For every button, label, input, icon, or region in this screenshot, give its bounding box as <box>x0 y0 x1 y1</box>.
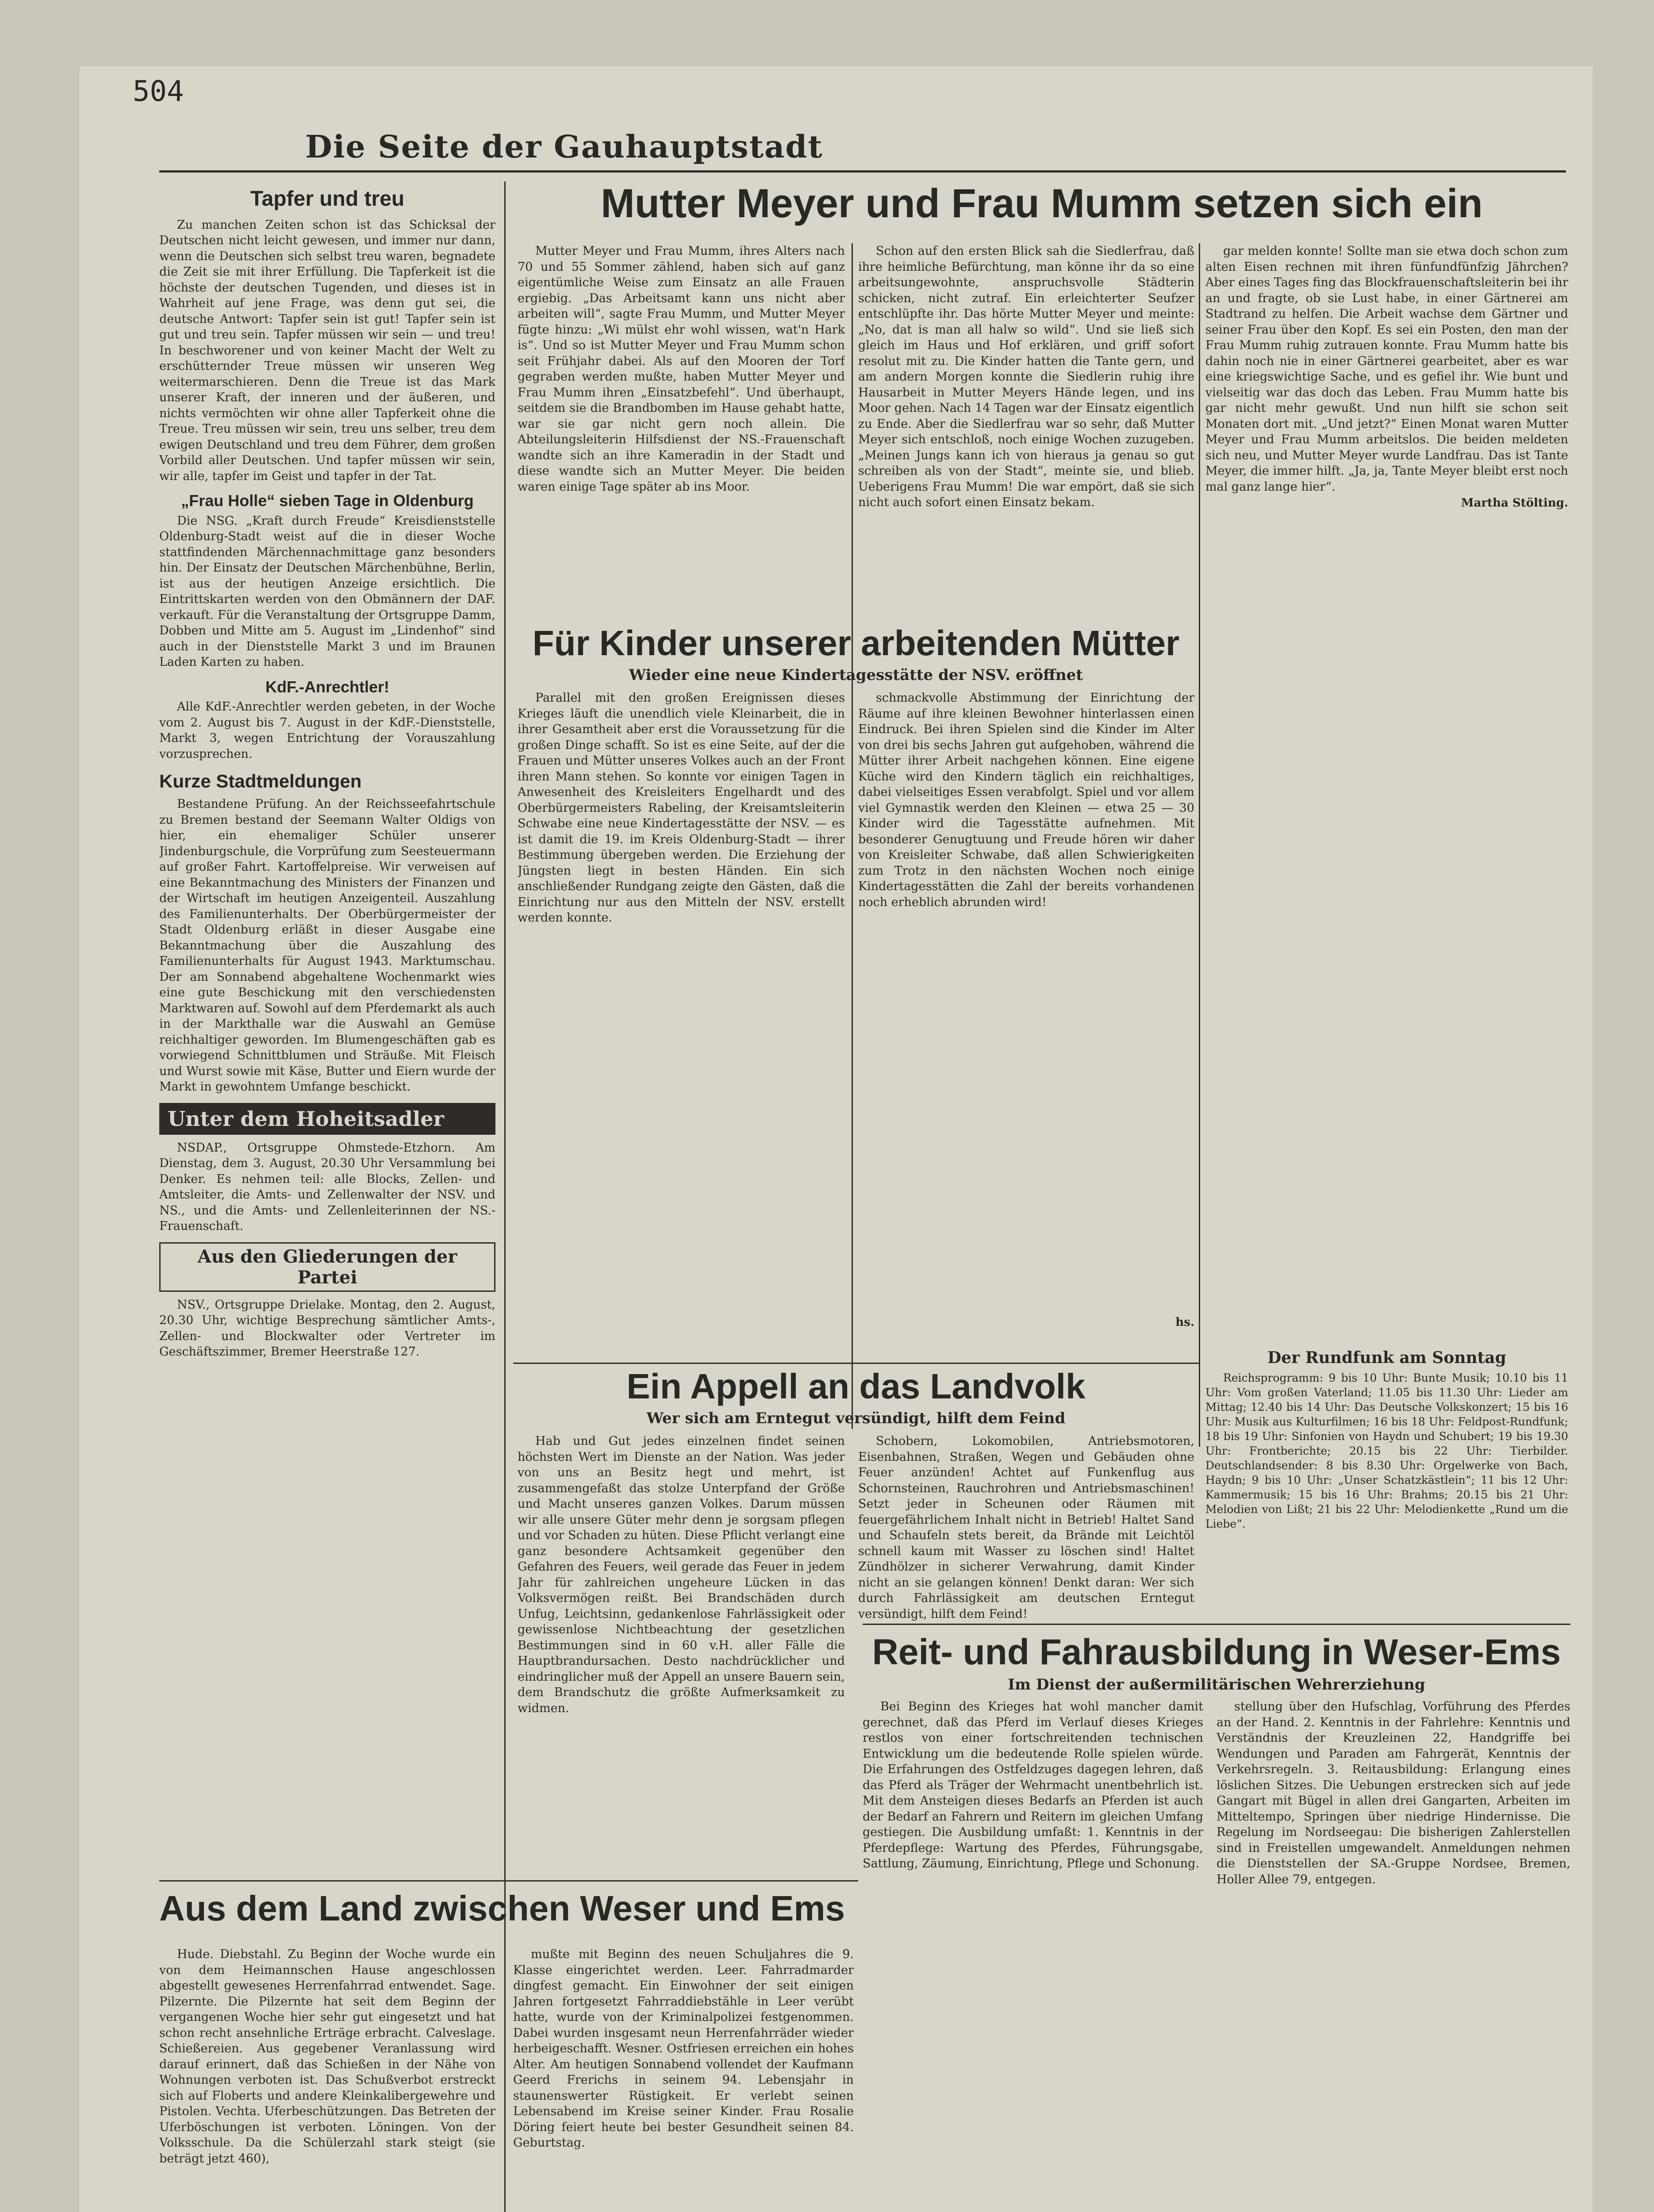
article-title: Der Rundfunk am Sonntag <box>1267 1349 1506 1367</box>
main-article-col-b <box>858 243 1194 686</box>
column-divider <box>1199 243 1200 1447</box>
body-paragraph: Hab und Gut jedes einzelnen findet seinen höchsten Wert im Dienste an der Nation. Was jeder von uns an Besitz hegt und mehrt, ist zusammengefaßt das stolze Unterpfand der Größe und Macht unseres ganzen Volkes. Darum müssen wir alle unsere Güter mehr denn je sorgsam pflegen und vor Schaden zu hüten. Diese Pflicht verlangt eine ganz besondere Achtsamkeit gegenüber den Gefahren des Feuers, weil gerade das Feuer in jedem Jahr für zahlreichen ungeheure Lücken in das Volksvermögen reißt. Bei Brandschäden durch Unfug, Leichtsinn, gedankenlose Fahrlässigkeit oder gewissenlose Nichtbeachtung der gesetzlichen Bestimmungen sind in 60 v.H. aller Fälle die Hauptbrandursachen. Desto nachdrücklicher und eindringlicher muß der Appell an unsere Bauern sein, dem Brandschutz die größte Aufmerksamkeit zu widmen. <box>518 1434 845 1715</box>
article-subtitle: Wieder eine neue Kindertagesstätte der NSV. eröffnet <box>629 666 1083 684</box>
body-paragraph: NSDAP., Ortsgruppe Ohmstede-Etzhorn. Am Dienstag, dem 3. August, 20.30 Uhr Versammlung bei Denker. Es nehmen teil: alle Blocks, Zellen- und Amtsleiter, die Amts- und Zellenwalter der NSV. und NS., und die Amts- und Zellenleiterinnen der NS.-Frauenschaft. <box>159 1141 495 1233</box>
article-body <box>159 217 495 484</box>
article-body <box>159 513 495 670</box>
header-rule <box>159 170 1566 173</box>
body-paragraph: Alle KdF.-Anrechtler werden gebeten, in der Woche vom 2. August bis 7. August in der KdF.-Dienststelle, Markt 3, wegen Entrichtung der Vorauszahlung vorzusprechen. <box>159 700 495 761</box>
body-paragraph: Mutter Meyer und Frau Mumm, ihres Alters nach 70 und 55 Sommer zählend, haben sich auf ganz eigentümliche Weise zum Einsatz an alle Frauen ergiebig. „Das Arbeitsamt kann uns nicht aber arbeiten will“, sagte Frau Mumm, und Mutter Meyer fügte hinzu: „Wi mülst ehr wohl wissen, wat'n Hark is“. Und so ist Mutter Meyer und Frau Mumm schon seit Frühjahr dabei. Als auf den Mooren der Torf gegraben werden mußte, haben Mutter Meyer und Frau Mumm ihren „Einsatzbefehl“. Und überhaupt, seitdem sie die Brandbomben im Hause gehabt hatte, war sie gar nicht gern noch allein. Die Abteilungsleiterin Hilfsdienst der NS.-Frauenschaft wandte sich an ihre Kameradin in der Stadt und diese wandte sich an Mutter Meyer. Die beiden waren einige Tage später ab ins Moor. <box>518 244 845 494</box>
body-paragraph: Die NSG. „Kraft durch Freude“ Kreisdienststelle Oldenburg-Stadt weist auf die in dieser Woche stattfindenden Märchennachmittage ganz besonders hin. Der Einsatz der Deutschen Märchenbühne, Berlin, ist aus der heutigen Anzeige ersichtlich. Die Eintrittskarten werden von den Obmännern der DAF. verkauft. Für die Veranstaltung der Ortsgruppe Damm, Dobben und Mitte am 5. August im „Lindenhof“ sind auch in der Dienststelle Markt 3 und im Braunen Laden Karten zu haben. <box>159 514 495 669</box>
article-column <box>1205 243 1568 495</box>
article-column <box>518 1433 845 1951</box>
body-paragraph: Parallel mit den großen Ereignissen dieses Krieges läuft die unendlich viele Kleinarbeit, die in ihrer Gesamtheit aber erst die Voraussetzung für die großen Dinge schafft. So ist es eine Seite, auf der die Frauen und Mütter unseres Volkes auch an der Front ihren Mann stehen. So konnte vor einigen Tagen in Anwesenheit des Kreisleiters Engelhardt und des Oberbürgermeisters Rabeling, der Kreisamtsleiterin Schwabe eine neue Kindertagesstätte der NSV. — es ist damit die 19. im Kreis Oldenburg-Stadt — ihrer Bestimmung übergeben werden. Die Erziehung der Jüngsten liegt in besten Händen. Ein sich anschließender Rundgang zeigte den Gästen, daß die Einrichtung nur aus den Mitteln der NSV. erstellt werden konnte. <box>518 691 845 925</box>
article-signature: hs. <box>1175 1316 1194 1329</box>
article-subtitle: Im Dienst der außermilitärischen Wehrerziehung <box>1008 1676 1425 1694</box>
article-body <box>159 699 495 762</box>
article-signature: Martha Stölting. <box>1461 496 1568 510</box>
article-column <box>513 1947 854 2212</box>
body-paragraph: Reichsprogramm: 9 bis 10 Uhr: Bunte Musik; 10.10 bis 11 Uhr: Vom großen Vaterland; 11.05 bis 11.30 Uhr: Lieder am Mittag; 12.40 bis 14 Uhr: Das Deutsche Volkskonzert; 15 bis 16 Uhr: Musik aus Kulturfilmen; 16 bis 18 Uhr: Feldpost-Rundfunk; 18 bis 19 Uhr: Sinfonien von Haydn und Schubert; 19 bis 19.30 Uhr: Frontberichte; 20.15 bis 22 Uhr: Tierbilder. Deutschlandsender: 8 bis 8.30 Uhr: Orgelwerke von Bach, Haydn; 9 bis 10 Uhr: „Unser Schatzkästlein“; 11 bis 12 Uhr: Kammermusik; 15 bis 16 Uhr: Brahms; 20.15 bis 21 Uhr: Melodien von Lißt; 21 bis 22 Uhr: Melodienkette „Rund um die Liebe“. <box>1205 1371 1568 1530</box>
body-paragraph: Bestandene Prüfung. An der Reichsseefahrtschule zu Bremen bestand der Seemann Walter Oldigs von hier, ein ehemaliger Schüler unserer Jindenburgschule, die Vorprüfung zum Seesteuermann auf großer Fahrt. Kartoffelpreise. Wir verweisen auf eine Bekanntmachung des Ministers der Finanzen und der Wirtschaft im heutigen Anzeigenteil. Auszahlung des Familienunterhalts. Der Oberbürgermeister der Stadt Oldenburg erläßt in dieser Ausgabe eine Bekanntmachung über die Auszahlung des Familienunterhalts für August 1943. Marktumschau. Der am Sonnabend abgehaltene Wochenmarkt wies eine gute Beschickung mit den verschiedensten Marktwaren auf. Sowohl auf dem Pferdemarkt als auch in der Markthalle war die Auswahl an Gemüse reichhaltiger geworden. Im Blumengeschäften gab es vorwiegend Schnittblumen und Sträuße. Mit Fleisch und Wurst sowie mit Käse, Butter und Eiern wurde der Markt in gewohntem Umfange beschickt. <box>159 797 495 1094</box>
body-paragraph: Schobern, Lokomobilen, Antriebsmotoren, Eisenbahnen, Straßen, Wegen und Gebäuden ohne Feuer anzünden! Achtet auf Funkenflug aus Schornsteinen, Rauchrohren und Antriebsmaschinen! Setzt jeder in Scheunen oder Räumen mit feuergefährlichem Inhalt nicht in Betrieb! Haltet Sand und Schaufeln stets bereit, da Brände mit Leichtöl schnell kaum mit Wasser zu löschen sind! Haltet Zündhölzer in sicherer Verwahrung, damit Kinder nicht an sie gelangen können! Denkt daran: Wer sich durch Fahrlässigkeit am deutschen Erntegut versündigt, hilft dem Feind! <box>858 1434 1194 1621</box>
body-paragraph: schmackvolle Abstimmung der Einrichtung der Räume auf ihre kleinen Bewohner hinterlassen einen Eindruck. Bei ihren Spielen sind die Kinder im Alter von drei bis sechs Jahren gut aufgehoben, während die Mütter ihrer Arbeit nachgehen können. Eine eigene Küche wird den Kindern täglich ein reichhaltiges, dabei vielseitiges Essen verabfolgt. Spiel und vor allem viel Gymnastik werden den Kleinen — etwa 25 — 30 Kinder wird die Tagesstätte aufnehmen. Mit besonderer Genugtuung und Freude hören wir daher von Kreisleiter Schwabe, daß allen Schwierigkeiten zum Trotz in den nächsten Wochen noch einige Kindertagesstätten die Zahl der bereits vorhandenen noch erheblich abrunden wird! <box>858 691 1194 909</box>
kinder-article <box>518 624 1194 1354</box>
rundfunk-box <box>1205 1349 1568 1624</box>
section-banner: Unter dem Hoheitsadler <box>159 1103 495 1135</box>
article-column <box>858 690 1194 1310</box>
body-paragraph: gar melden konnte! Sollte man sie etwa doch schon zum alten Eisen rechnen mit ihren fünfundfünfzig Jährchen? Aber eines Tages fing das Blockfrauenschaftsleiterin bei ihr an und fragte, ob sie Lust habe, in einer Gärtnerei am Stadtrand zu helfen. Die Arbeit wachse dem Gärtner und seiner Frau über den Kopf. Es sei ein Posten, den man der Frau Mumm ruhig zutrauen konnte. Frau Mumm hatte bis dahin noch nie in einer Gärtnerei gearbeitet, aber es war eine kriegswichtige Sache, und es gefiel ihr. Wie bunt und vielseitig war das doch das Leben. Frau Mumm hatte bis gar nicht mehr gewußt. Und nun hilft sie schon seit Monaten dort mit. „Und jetzt?“ Einen Monat waren Mutter Meyer und Frau Mumm arbeitslos. Die beiden meldeten sich neu, und Mutter Meyer wurde Landfrau. Das ist Tante Meyer, die immer hilft. „Ja, ja, Tante Meyer bleibt erst noch mal ganz lange hier“. <box>1205 244 1568 494</box>
article-title: Ein Appell an das Landvolk <box>626 1367 1086 1406</box>
article-body <box>159 1140 495 1234</box>
body-paragraph: NSV., Ortsgruppe Drielake. Montag, den 2. August, 20.30 Uhr, wichtige Besprechung sämtlicher Amts-, Zellen- und Blockwalter oder Vertreter im Geschäftszimmer, Bremer Heerstraße 127. <box>159 1298 495 1359</box>
body-paragraph: Schon auf den ersten Blick sah die Siedlerfrau, daß ihre heimliche Befürchtung, man könne ihr da so eine arbeitsungewohnte, anspruchsvolle Städterin schicken, nicht zutraf. Ein erleichterter Seufzer entschlüpfte ihr. Das hörte Mutter Meyer und meinte: „No, dat is man all halw so wild“. Und sie ließ sich gleich im Haus und Hof erklären, und griff sofort resolut mit zu. Die Kinder hatten die Tante gern, und am andern Morgen konnte die Siedlerin ruhig ihre Hausarbeit in Mutter Meyers Hände legen, und ins Moor gehen. Nach 14 Tagen war der Einsatz eigentlich zu Ende. Aber die Siedlerfrau war so sehr, daß Mutter Meyer sich entschloß, noch einige Wochen zuzugeben. „Meinen Jungs kann ich von hieraus ja genau so gut schreiben als von der Stadt“, meinte sie, und blieb. Ueberigens Frau Mumm! Die war empört, daß sie sich nicht auch sofort einen Einsatz bekam. <box>858 244 1194 509</box>
article-title: Für Kinder unserer arbeitenden Mütter <box>532 624 1180 663</box>
land-article <box>159 1889 854 2212</box>
main-article-col-c <box>1205 243 1568 1358</box>
article-subtitle: Wer sich am Erntegut versündigt, hilft dem Feind <box>646 1409 1066 1427</box>
newspaper-page <box>80 66 1593 2212</box>
article-title: Mutter Meyer und Frau Mumm setzen sich ein <box>601 181 1483 226</box>
article-column <box>518 243 845 681</box>
article-body <box>159 1297 495 1360</box>
article-title: KdF.-Anrechtler! <box>265 677 390 696</box>
article-title: Reit- und Fahrausbildung in Weser-Ems <box>872 1632 1561 1672</box>
section-title: Kurze Stadtmeldungen <box>159 771 362 792</box>
article-title: Tapfer und treu <box>250 187 405 211</box>
article-column <box>518 690 845 1327</box>
article-column <box>858 243 1194 511</box>
article-title: Aus dem Land zwischen Weser und Ems <box>159 1889 845 1928</box>
section-banner: Aus den Gliederungen der Partei <box>159 1242 495 1292</box>
article-column <box>1217 1699 1570 2212</box>
body-paragraph: Hude. Diebstahl. Zu Beginn der Woche wurde ein von dem Heimannschen Hause angeschlossen abgestellt gewesenes Herrenfahrrad entwendet. Sage. Pilzernte. Die Pilzernte hat seit dem Beginn der vergangenen Woche hier sehr gut eingesetzt und hat schon recht ansehnliche Erträge erbracht. Calveslage. Schießereien. Aus gegebener Veranlassung wird darauf erinnert, daß das Schießen in der Nähe von Wohnungen verboten ist. Das Schußverbot erstreckt sich auf Floberts und andere Kleinkalibergewehre und Pistolen. Vechta. Uferbeschützungen. Das Betreten der Uferböschungen ist verboten. Löningen. Von der Volksschule. Da die Schülerzahl stark steigt (sie beträgt jetzt 460), <box>159 1947 495 2166</box>
page-header: Die Seite der Gauhauptstadt <box>305 128 823 165</box>
section-rule <box>159 1880 858 1882</box>
body-paragraph: Bei Beginn des Krieges hat wohl mancher damit gerechnet, daß das Pferd im Verlauf dieses Krieges restlos von einer fortschreitenden technischen Entwicklung um die bedeutende Rolle spielen würde. Die Erfahrungen des Ostfeldzuges dagegen lehren, daß das Pferd als Träger der Wehrmacht unentbehrlich ist. Mit dem Ansteigen dieses Bedarfs an Pferden ist auch der Bedarf an Fahrern und Reitern im gleichen Umfang gestiegen. Die Ausbildung umfaßt: 1. Kenntnis in der Pferdepflege: Wartung des Pferdes, Führungsgabe, Sattlung, Zäumung, Einrichtung, Pflege und Schonung. <box>863 1700 1203 1870</box>
body-paragraph: stellung über den Hufschlag, Vorführung des Pferdes an der Hand. 2. Kenntnis in der Fahrlehre: Kenntnis und Verständnis der Kreuzleinen 22, Handgriffe bei Wendungen und Paraden am Fahrgerät, Kenntnis der Verkehrsregeln. 3. Reitausbildung: Erlangung eines löslichen Sitzes. Die Uebungen erstrecken sich auf jede Gangart mit Bügel in allen drei Gangarten, Arbeiten im Mitteltempo, Springen über niedrige Hindernisse. Die Regelung im Nordseegau: Die bisherigen Zahlerstellen sind in Freistellen umgewandelt. Anmeldungen nehmen die Dienststellen der SA.-Gruppe Nordsee, Bremen, Holler Allee 79, entgegen. <box>1217 1700 1570 1886</box>
article-column <box>159 1947 495 2212</box>
article-title: „Frau Holle“ sieben Tage in Oldenburg <box>181 492 474 510</box>
body-paragraph: Zu manchen Zeiten schon ist das Schicksal der Deutschen nicht leicht gewesen, und immer nur dann, wenn die Deutschen sich selbst treu waren, begnadete die Zeit sie mit ihrer Erfüllung. Die Tapferkeit ist die höchste der deutschen Tugenden, und dieses ist in Wahrheit auf jene Frage, was denn gut sei, die deutsche Antwort: Tapfer sein ist gut! Tapfer sein ist gut und treu sein. Tapfer müssen wir sein — und treu! In beschworener und von keiner Macht der Welt zu erschütternder Treue müssen wir unseren Weg weitermarschieren. Denn die Treue ist das Mark unserer Kraft, der inneren und der äußeren, und nichts vermöchten wir ohne aller Tapferkeit ohne die Treue. Treu müssen wir sein, treu uns selber, treu dem ewigen Deutschland und treu dem Führer, dem großen Vorbild aller Deutschen. Und tapfer müssen wir sein, wir alle, tapfer im Geist und tapfer in der Tat. <box>159 218 495 483</box>
article-column <box>863 1699 1203 2212</box>
section-rule <box>863 1624 1570 1625</box>
reit-article <box>863 1632 1570 2212</box>
page-number: 504 <box>133 75 184 108</box>
article-body <box>159 796 495 1095</box>
section-rule <box>513 1363 1199 1364</box>
article-body <box>1205 1371 1568 1531</box>
body-paragraph: mußte mit Beginn des neuen Schuljahres die 9. Klasse eingerichtet werden. Leer. Fahrradmarder dingfest gemacht. Ein Einwohner der seit einigen Jahren fortgesetzt Fahrraddiebstähle in Leer verübt hatte, wurde von der Kriminalpolizei festgenommen. Dabei wurden insgesamt neun Herrenfahrräder wieder herbeigeschafft. Wesner. Ostfriesen erreichen ein hohes Alter. Am heutigen Sonnabend vollendet der Kaufmann Geerd Frerichs in seinem 94. Lebensjahr in staunenswerter Rüstigkeit. Er verlebt seinen Lebensabend im Kreise seiner Kinder. Frau Rosalie Döring feiert heute bei bester Gesundheit seinen 84. Geburtstag. <box>513 1947 854 2150</box>
